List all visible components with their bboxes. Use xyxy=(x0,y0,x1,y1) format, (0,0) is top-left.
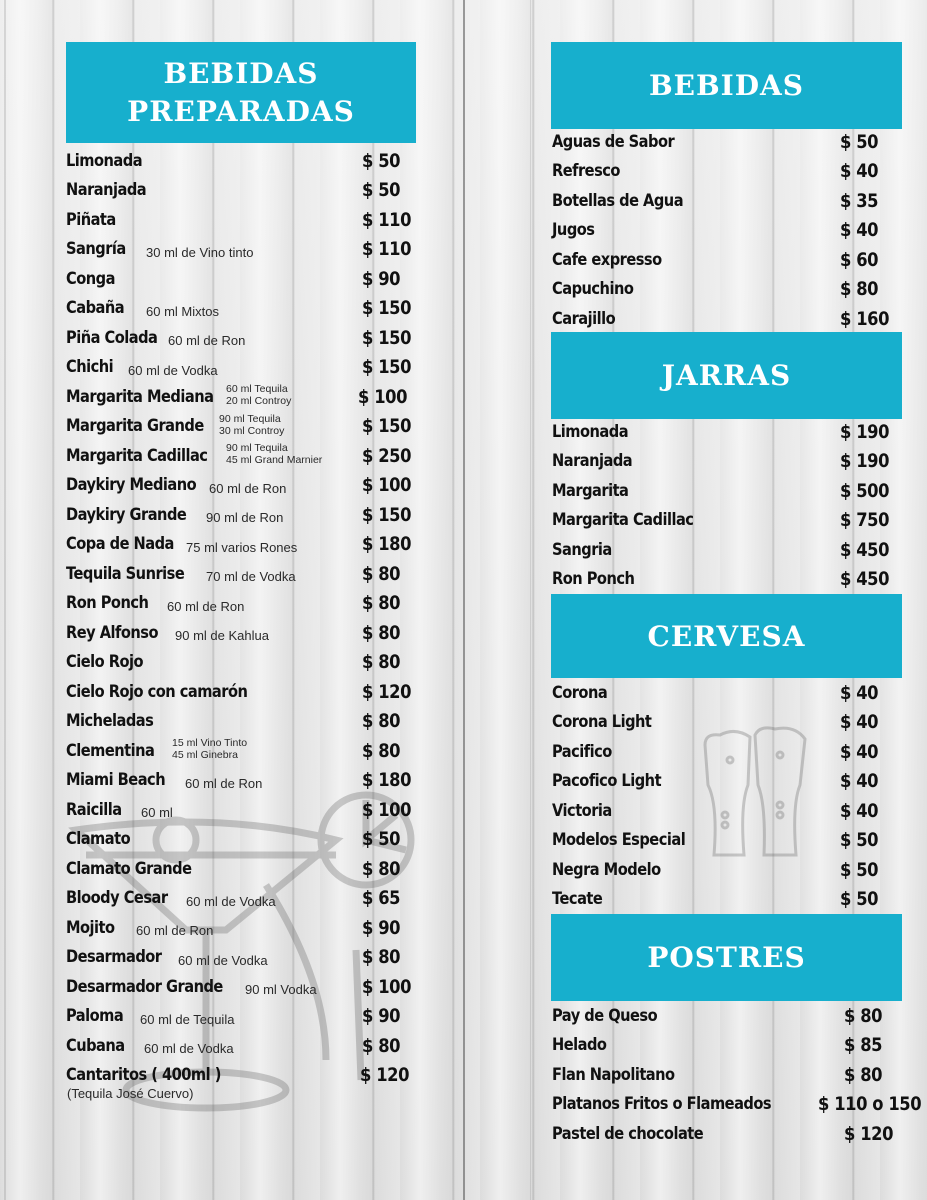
item-name: Cafe expresso xyxy=(552,249,662,270)
item-price: $ 90 xyxy=(362,267,401,290)
item-description-line1: 90 ml Tequila xyxy=(219,412,281,425)
item-name: Chichi xyxy=(66,357,114,378)
menu-item xyxy=(552,417,912,447)
item-price: $ 40 xyxy=(840,160,879,183)
menu-item xyxy=(66,294,426,324)
menu-item xyxy=(552,506,912,536)
item-price: $ 100 xyxy=(362,975,412,998)
item-name: Margarita Cadillac xyxy=(66,445,208,466)
item-price: $ 750 xyxy=(840,509,890,532)
item-price: $ 150 xyxy=(362,356,412,379)
menu-item xyxy=(66,471,426,501)
menu-item xyxy=(66,854,426,884)
item-description: 60 ml de Ron xyxy=(185,775,263,791)
menu-item xyxy=(66,441,426,471)
menu-item xyxy=(552,216,912,246)
item-price: $ 160 xyxy=(840,307,890,330)
item-price: $ 100 xyxy=(362,474,412,497)
item-name: Limonada xyxy=(552,421,629,442)
item-name: Refresco xyxy=(552,161,620,182)
item-price: $ 110 o 150 xyxy=(818,1093,922,1116)
item-price: $ 80 xyxy=(362,739,401,762)
item-price: $ 180 xyxy=(362,533,412,556)
section-header-bebidas-preparadas xyxy=(66,42,416,143)
item-description: 30 ml de Vino tinto xyxy=(146,244,254,260)
item-name: Tequila Sunrise xyxy=(66,563,185,584)
item-name: Clamato xyxy=(66,829,131,850)
menu-list-bebidas-preparadas xyxy=(66,146,426,1101)
item-description: 60 ml de Tequila xyxy=(140,1011,235,1027)
item-name: Margarita xyxy=(552,480,629,501)
item-price: $ 150 xyxy=(362,415,412,438)
item-name: Ron Ponch xyxy=(66,593,149,614)
item-price: $ 80 xyxy=(362,1034,401,1057)
item-description: 60 ml de Vodka xyxy=(178,952,268,968)
menu-item xyxy=(66,648,426,678)
item-price: $ 120 xyxy=(360,1064,410,1087)
item-description xyxy=(219,413,284,437)
item-name: Cubana xyxy=(66,1035,125,1056)
item-price: $ 60 xyxy=(840,248,879,271)
item-name: Raicilla xyxy=(66,799,122,820)
item-name: Desarmador xyxy=(66,947,162,968)
menu-item xyxy=(66,589,426,619)
item-name: Margarita Grande xyxy=(66,416,204,437)
item-price: $ 85 xyxy=(844,1034,883,1057)
item-name: Sangría xyxy=(66,239,126,260)
item-description: 60 ml de Vodka xyxy=(186,893,276,909)
item-description xyxy=(226,442,322,466)
item-price: $ 50 xyxy=(362,828,401,851)
wood-seam xyxy=(530,0,531,1200)
menu-item xyxy=(66,884,426,914)
item-price: $ 50 xyxy=(362,149,401,172)
menu-item xyxy=(66,382,426,412)
item-name: Cabaña xyxy=(66,298,125,319)
item-price: $ 190 xyxy=(840,450,890,473)
menu-item xyxy=(552,535,912,565)
item-price: $ 50 xyxy=(840,858,879,881)
item-price: $ 500 xyxy=(840,479,890,502)
item-price: $ 50 xyxy=(362,179,401,202)
item-name: Daykiry Grande xyxy=(66,504,187,525)
menu-item xyxy=(66,1061,426,1101)
item-description-line2: 45 ml Grand Marnier xyxy=(226,454,323,466)
item-price: $ 50 xyxy=(840,888,879,911)
item-name: Desarmador Grande xyxy=(66,976,223,997)
menu-item xyxy=(552,1031,922,1061)
menu-item xyxy=(552,737,912,767)
menu-item xyxy=(66,736,426,766)
menu-item xyxy=(66,1002,426,1032)
menu-item xyxy=(552,1090,922,1120)
item-name: Piña Colada xyxy=(66,327,158,348)
item-name: Naranjada xyxy=(552,451,633,472)
item-price: $ 40 xyxy=(840,770,879,793)
item-name: Ron Ponch xyxy=(552,569,635,590)
menu-item xyxy=(66,530,426,560)
item-price: $ 40 xyxy=(840,711,879,734)
item-description-line1: 15 ml Vino Tinto xyxy=(172,737,248,749)
item-description: 60 ml de Ron xyxy=(209,480,287,496)
item-price: $ 150 xyxy=(362,326,412,349)
item-price: $ 50 xyxy=(840,130,879,153)
item-description: 60 ml de Vodka xyxy=(144,1041,234,1056)
wood-seam xyxy=(463,0,465,1200)
item-price: $ 80 xyxy=(844,1063,883,1086)
menu-item xyxy=(66,707,426,737)
item-name: Tecate xyxy=(552,889,603,910)
item-description xyxy=(172,737,247,761)
item-name: Negra Modelo xyxy=(552,859,661,880)
section-title-line1: BEBIDAS xyxy=(163,56,319,90)
item-description: 90 ml de Ron xyxy=(206,510,284,525)
item-price: $ 50 xyxy=(840,829,879,852)
menu-item xyxy=(66,176,426,206)
item-name: Sangria xyxy=(552,539,612,560)
section-header-jarras xyxy=(551,332,902,419)
item-price: $ 150 xyxy=(362,503,412,526)
item-name: Victoria xyxy=(552,800,612,821)
section-header-postres xyxy=(551,914,902,1001)
item-name: Bloody Cesar xyxy=(66,888,168,909)
item-description: 60 ml Mixtos xyxy=(146,303,219,319)
menu-list-bebidas xyxy=(552,127,912,334)
item-price: $ 40 xyxy=(840,799,879,822)
item-name: Rey Alfonso xyxy=(66,622,159,643)
menu-item xyxy=(66,264,426,294)
item-name: Conga xyxy=(66,268,115,289)
item-price: $ 190 xyxy=(840,420,890,443)
item-name: Margarita Cadillac xyxy=(552,510,694,531)
menu-item xyxy=(552,708,912,738)
item-name: Carajillo xyxy=(552,308,616,329)
item-description: 60 ml de Ron xyxy=(167,598,245,614)
menu-item xyxy=(552,447,912,477)
item-name: Pacofico Light xyxy=(552,771,662,792)
menu-item xyxy=(552,885,912,915)
item-description: 60 ml de Ron xyxy=(168,333,246,348)
item-name: Mojito xyxy=(66,917,115,938)
menu-item xyxy=(66,825,426,855)
menu-item xyxy=(66,353,426,383)
menu-item xyxy=(552,476,912,506)
item-name: Pacifico xyxy=(552,741,612,762)
item-description: 90 ml Vodka xyxy=(245,982,317,997)
section-title: BEBIDAS xyxy=(649,69,804,102)
item-price: $ 80 xyxy=(362,946,401,969)
menu-item xyxy=(66,766,426,796)
menu-item xyxy=(66,618,426,648)
menu-item xyxy=(552,245,912,275)
item-name: Limonada xyxy=(66,150,143,171)
item-name: Corona xyxy=(552,682,608,703)
section-header-cervesa xyxy=(551,594,902,678)
menu-item xyxy=(66,795,426,825)
item-description-line2: 20 ml Controy xyxy=(226,395,292,407)
menu-item xyxy=(66,146,426,176)
item-price: $ 80 xyxy=(362,562,401,585)
item-price: $ 110 xyxy=(362,238,412,261)
section-header-bebidas xyxy=(551,42,902,129)
item-price: $ 80 xyxy=(362,857,401,880)
wood-seam xyxy=(4,0,6,1200)
section-title: POSTRES xyxy=(647,941,806,974)
menu-item xyxy=(552,796,912,826)
menu-item xyxy=(552,678,912,708)
item-price: $ 40 xyxy=(840,740,879,763)
item-name: Paloma xyxy=(66,1006,124,1027)
item-name: Jugos xyxy=(552,220,595,241)
menu-item xyxy=(552,186,912,216)
item-price: $ 80 xyxy=(844,1004,883,1027)
item-price: $ 65 xyxy=(362,887,401,910)
item-name: Platanos Fritos o Flameados xyxy=(552,1094,772,1115)
section-title: CERVESA xyxy=(647,619,806,653)
item-price: $ 450 xyxy=(840,538,890,561)
menu-item xyxy=(66,559,426,589)
menu-item xyxy=(552,1119,922,1149)
menu-item xyxy=(66,323,426,353)
item-name: Botellas de Agua xyxy=(552,190,684,211)
item-name: Miami Beach xyxy=(66,770,166,791)
item-name: Clementina xyxy=(66,740,155,761)
item-description: 90 ml de Kahlua xyxy=(175,628,269,643)
item-price: $ 80 xyxy=(362,651,401,674)
menu-item xyxy=(552,1001,922,1031)
item-description: 60 ml de Ron xyxy=(136,923,214,938)
item-price: $ 80 xyxy=(840,278,879,301)
menu-list-jarras xyxy=(552,417,912,594)
item-description: 60 ml xyxy=(141,805,173,820)
menu-item xyxy=(552,826,912,856)
item-description-line2: 45 ml Ginebra xyxy=(172,749,238,761)
item-description: 60 ml de Vodka xyxy=(128,362,218,378)
menu-item xyxy=(66,972,426,1002)
item-price: $ 35 xyxy=(840,189,879,212)
item-description-line1: 90 ml Tequila xyxy=(226,442,288,454)
menu-item xyxy=(552,855,912,885)
item-name: Aguas de Sabor xyxy=(552,131,675,152)
menu-item xyxy=(552,275,912,305)
item-description-line1: 60 ml Tequila xyxy=(226,383,288,395)
item-description xyxy=(226,383,291,407)
item-price: $ 450 xyxy=(840,568,890,591)
menu-item xyxy=(552,127,912,157)
item-name: Cielo Rojo xyxy=(66,652,144,673)
item-price: $ 110 xyxy=(362,208,412,231)
item-description-line2: 30 ml Controy xyxy=(219,424,285,437)
item-name: Clamato Grande xyxy=(66,858,192,879)
item-name: Helado xyxy=(552,1035,607,1056)
item-price: $ 40 xyxy=(840,219,879,242)
item-price: $ 80 xyxy=(362,592,401,615)
item-price: $ 80 xyxy=(362,710,401,733)
menu-list-postres xyxy=(552,1001,922,1149)
item-price: $ 90 xyxy=(362,1005,401,1028)
item-description: 75 ml varios Rones xyxy=(186,539,298,555)
menu-item xyxy=(552,304,912,334)
item-name: Corona Light xyxy=(552,712,652,733)
menu-item xyxy=(66,913,426,943)
item-name: Micheladas xyxy=(66,711,154,732)
menu-list-cervesa xyxy=(552,678,912,914)
item-name: Piñata xyxy=(66,209,116,230)
item-price: $ 40 xyxy=(840,681,879,704)
item-price: $ 150 xyxy=(362,297,412,320)
item-name: Capuchino xyxy=(552,279,634,300)
item-name: Modelos Especial xyxy=(552,830,686,851)
menu-item xyxy=(66,943,426,973)
menu-item xyxy=(66,1031,426,1061)
item-price: $ 100 xyxy=(358,385,408,408)
item-price: $ 120 xyxy=(844,1122,894,1145)
item-price: $ 250 xyxy=(362,444,412,467)
item-name: Margarita Mediana xyxy=(66,386,214,407)
item-price: $ 180 xyxy=(362,769,412,792)
menu-item xyxy=(552,157,912,187)
section-title-line2: PREPARADAS xyxy=(127,94,355,128)
section-title: JARRAS xyxy=(661,359,792,392)
item-name: Pastel de chocolate xyxy=(552,1123,704,1144)
item-price: $ 120 xyxy=(362,680,412,703)
item-name: Cielo Rojo con camarón xyxy=(66,681,248,702)
menu-item xyxy=(552,565,912,595)
menu-item xyxy=(552,767,912,797)
menu-item xyxy=(66,677,426,707)
menu-item xyxy=(66,235,426,265)
menu-item xyxy=(66,205,426,235)
item-name: Copa de Nada xyxy=(66,534,174,555)
item-name: Pay de Queso xyxy=(552,1005,658,1026)
item-price: $ 100 xyxy=(362,798,412,821)
item-description: 70 ml de Vodka xyxy=(206,569,296,584)
item-name: Cantaritos ( 400ml ) xyxy=(66,1065,221,1086)
item-note: (Tequila José Cuervo) xyxy=(67,1085,194,1101)
menu-item xyxy=(66,412,426,442)
item-name: Naranjada xyxy=(66,180,147,201)
menu-item xyxy=(66,500,426,530)
item-price: $ 90 xyxy=(362,916,401,939)
item-name: Flan Napolitano xyxy=(552,1064,675,1085)
menu-item xyxy=(552,1060,922,1090)
item-price: $ 80 xyxy=(362,621,401,644)
item-name: Daykiry Mediano xyxy=(66,475,197,496)
